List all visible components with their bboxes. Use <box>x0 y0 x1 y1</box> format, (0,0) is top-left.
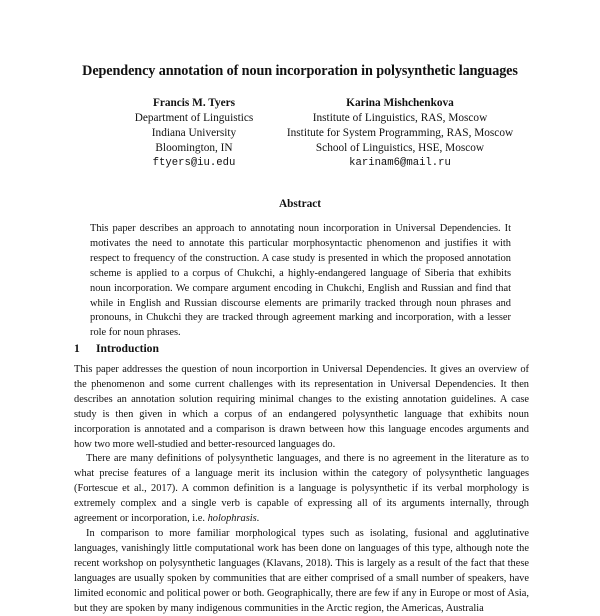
paragraph: In comparison to more familiar morphological types such as isolating, fusional and agglutinative languages, vanishingly little computational work has been done on languages of this type, although note the recent workshop on polysynthetic languages (Klavans, 2018). This is largely as a result of the fact that these languages are usually spoken by communities that are either comprised of a small number of speakers, have limited economic and political power or both. Geographically, there are few if any in Europe or most of Asia, but they are spoken by many indigenous communities in the Arctic region, the Americas, Australia <box>74 527 529 614</box>
author-affiliation: Institute for System Programming, RAS, Moscow <box>286 127 514 139</box>
author-email: karinam6@mail.ru <box>349 157 451 169</box>
paragraph-text: There are many definitions of polysynthetic languages, and there is no agreement in the literature as to what precise features of a language merit its inclusion within the category of polysynthetic languages (Fortescue et al., 2017). A common definition is a language is polysynthetic if its verbal morphology is extremely complex and a single verb is capable of expressing all of its arguments internally, through agreement or incorporation, i.e. <box>74 453 529 525</box>
author-block-mishchenkova <box>270 96 530 171</box>
paragraph-text: . <box>256 513 260 525</box>
author-name: Karina Mishchenkova <box>346 97 454 109</box>
paragraph <box>74 452 529 527</box>
section-number: 1 <box>74 342 80 355</box>
author-email: ftyers@iu.edu <box>152 157 236 169</box>
abstract-heading: Abstract <box>278 198 322 210</box>
author-affiliation: Indiana University <box>151 127 237 139</box>
author-affiliation: Bloomington, IN <box>155 142 233 154</box>
author-affiliation: Department of Linguistics <box>134 112 254 124</box>
author-affiliation: Institute of Linguistics, RAS, Moscow <box>312 112 488 124</box>
section-title: Introduction <box>96 342 159 355</box>
paragraph: This paper addresses the question of noun incorportion in Universal Dependencies. It gives an overview of the phenomenon and some current challenges with its representation in Universal Dependencies. It then describes an annotation solution requiring minimal changes to the existing annotation guidelines. A case study is then given in which a corpus of an endangered polysynthetic language that exhibits noun incorporation is annotated and a comparison is drawn between how this language encodes arguments and how two more well-studied and better-resourced languages do. <box>74 364 529 450</box>
abstract-text: This paper describes an approach to annotating noun incorporation in Universal Dependencies. It motivates the need to annotate this particular morphosyntactic phenomenon and justifies it with respect to frequency of the construction. A case study is presented in which the proposed annotation scheme is applied to a corpus of Chukchi, a highly-endangered language of Siberia that exhibits noun incorporation. We compare argument encoding in Chukchi, English and Russian and find that while in English and Russian discourse elements are primarily tracked through noun phrases and pronouns, in Chukchi they are tracked through agreement marking and incorporation, with a lesser role for noun phrases. <box>90 223 511 339</box>
author-affiliation: School of Linguistics, HSE, Moscow <box>315 142 485 154</box>
section-body <box>74 363 529 616</box>
author-block-tyers <box>110 96 278 171</box>
section-heading <box>74 342 159 355</box>
author-name: Francis M. Tyers <box>152 97 236 109</box>
paper-title: Dependency annotation of noun incorporation in polysynthetic languages <box>82 63 518 79</box>
italic-term: holophrasis <box>207 513 257 525</box>
